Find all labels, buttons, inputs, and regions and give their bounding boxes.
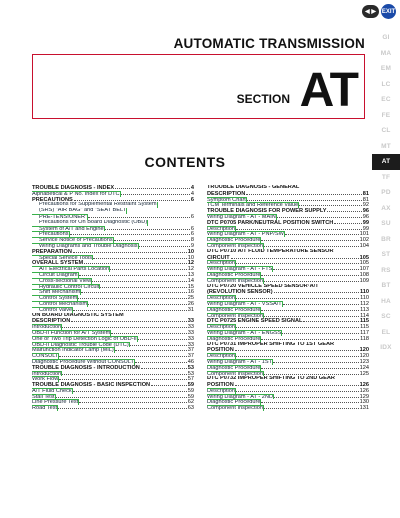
toc-entry-title: CIRCUIT — [207, 254, 230, 261]
dot-leader — [111, 330, 187, 334]
toc-page-number: 131 — [359, 405, 369, 412]
toc-entry-title: Diagnostic Procedure — [207, 335, 261, 342]
section-tab-ax[interactable]: AX — [381, 204, 391, 212]
dot-leader — [327, 208, 361, 212]
toc-entry-title: Control System — [32, 296, 77, 301]
section-tab-bt[interactable]: BT — [381, 282, 391, 289]
toc-entry-title: DESCRIPTION — [207, 190, 246, 197]
toc-page-number: 113 — [360, 306, 369, 313]
toc-entry-title: DESCRIPTION — [32, 318, 71, 325]
toc-entry-title: TROUBLE DIAGNOSIS - INTRODUCTION — [32, 364, 140, 371]
toc-page-number: 10 — [187, 248, 194, 255]
toc-page-number: 96 — [362, 213, 369, 220]
toc-entry-title: System of A/T and Engine — [32, 227, 104, 232]
toc-entry-title: Wiring Diagrams and Trouble Diagnosis — [32, 244, 138, 249]
toc-page-number: 10 — [187, 254, 194, 261]
dot-leader — [261, 272, 358, 276]
dot-leader — [114, 237, 190, 241]
toc-entry-title: Special Service Tools — [32, 256, 92, 261]
section-tab-ha[interactable]: HA — [381, 297, 391, 305]
toc-entry-title: Service Notice or Precautions — [32, 238, 113, 243]
dot-leader — [261, 365, 358, 369]
toc-page-number: 33 — [187, 318, 194, 325]
dot-leader — [235, 347, 359, 351]
toc-entry-title: Introduction — [32, 324, 62, 330]
toc-link[interactable] — [207, 405, 369, 411]
section-tab-su[interactable]: SU — [381, 220, 391, 227]
manual-title: AUTOMATIC TRANSMISSION — [173, 36, 365, 51]
toc-entry-title: Hydraulic Control Circuit — [32, 285, 99, 290]
dot-leader — [282, 330, 359, 334]
toc-entry-title: DTC P0731 IMPROPER SHIFTING TO 1ST GEAR — [207, 341, 335, 347]
toc-page-number: 16 — [187, 289, 194, 296]
toc-entry-title: Wiring Diagram - AT - PNP/SW — [207, 231, 284, 238]
section-word: SECTION — [236, 92, 290, 106]
toc-entry-title: A/T Fluid Check — [32, 387, 72, 394]
toc-page-number: 26 — [187, 300, 194, 307]
dot-leader — [59, 353, 186, 357]
section-tab-rs[interactable]: RS — [381, 266, 391, 274]
dot-leader — [70, 231, 190, 235]
dot-leader — [236, 295, 359, 299]
dot-leader — [84, 260, 187, 264]
toc-entry-title: PREPARATION — [32, 248, 72, 255]
toc-page-number: 96 — [362, 208, 369, 214]
toc-page-number: 120 — [359, 353, 369, 359]
dot-leader — [78, 295, 187, 299]
dot-leader — [299, 202, 362, 206]
dot-leader — [62, 324, 187, 328]
toc-left-column — [32, 185, 194, 411]
toc-entry-title: Component Inspection — [207, 370, 263, 377]
toc-page-number: 123 — [359, 358, 369, 365]
toc-page-number: 53 — [187, 370, 194, 377]
toc-page-number: 99 — [362, 219, 369, 226]
toc-entry-title: Introduction — [32, 370, 62, 377]
toc-page-number: 63 — [187, 405, 194, 412]
toc-page-number: 6 — [190, 225, 194, 232]
dot-leader — [264, 313, 359, 317]
toc-entry-title: Malfunction Indicator Lamp (MIL) — [32, 347, 114, 354]
toc-entry-title: Component Inspection — [207, 312, 263, 319]
dot-leader — [273, 359, 359, 363]
dot-leader — [151, 382, 187, 386]
toc-entry-title: Wiring Diagram - AT - VSSA/T — [207, 300, 282, 307]
toc-entry-title: Control Mechanism — [32, 302, 87, 307]
dot-leader — [71, 318, 187, 322]
toc-entry-title: Wiring Diagram - AT - FTS — [207, 266, 273, 272]
dot-leader — [261, 336, 359, 340]
section-tab-fe[interactable]: FE — [381, 111, 391, 119]
dot-leader — [236, 388, 359, 392]
toc-link[interactable] — [32, 405, 194, 411]
section-tab-idx[interactable]: IDX — [380, 344, 392, 351]
toc-page-number: 31 — [187, 306, 194, 313]
toc-page-number: 109 — [359, 277, 369, 284]
dot-leader — [264, 278, 359, 282]
dot-leader — [115, 185, 190, 189]
dot-leader — [334, 220, 361, 224]
toc-page-number: 62 — [187, 399, 194, 406]
toc-page-number: 6 — [190, 231, 194, 238]
toc-page-number: 9 — [190, 242, 194, 249]
toc-page-number: 118 — [360, 335, 369, 342]
toc-entry-title: Description — [207, 353, 235, 359]
toc-page-number: 117 — [360, 329, 369, 336]
contents-heading: CONTENTS — [144, 154, 226, 170]
dot-leader — [62, 371, 187, 375]
toc-entry-title: Description — [207, 387, 235, 394]
toc-entry-title: Shift Mechanism — [32, 290, 80, 295]
dot-leader — [115, 347, 187, 351]
toc-page-number: 105 — [359, 254, 369, 261]
dot-leader — [81, 289, 186, 293]
toc-entry-title: TROUBLE DIAGNOSIS - BASIC INSPECTION — [32, 382, 151, 388]
section-tab-lc[interactable]: LC — [381, 80, 391, 88]
prev-next-button[interactable]: ◀ ▶ — [362, 5, 379, 18]
dot-leader — [261, 399, 358, 403]
toc-entry-title: (SRS) "AIR BAG" and "SEAT BELT — [32, 208, 126, 214]
dot-leader — [141, 365, 187, 369]
toc-entry-title: TROUBLE DIAGNOSIS FOR POWER SUPPLY — [207, 208, 327, 214]
toc-entry-title: DTC P0732 IMPROPER SHIFTING TO 2ND GEAR — [207, 376, 335, 382]
section-tab-em[interactable]: EM — [380, 65, 392, 72]
toc-page-number: 37 — [187, 353, 194, 359]
dot-leader — [121, 191, 190, 195]
toc-page-number: 57 — [187, 376, 194, 383]
toc-entry-title: DTC P0705 PARK/NEUTRAL POSITION SWITCH — [207, 219, 334, 226]
dot-leader — [264, 405, 359, 409]
toc-page-number: 59 — [187, 387, 194, 394]
toc-page-number: 125 — [359, 370, 369, 377]
toc-entry-title: Precautions for Supplemental Restraint System — [32, 202, 157, 208]
toc-page-number: 6 — [190, 213, 194, 220]
toc-page-number: 104 — [359, 242, 369, 249]
toc-entry-title: Diagnostic Procedure Without CONSULT — [32, 358, 134, 365]
toc-entry-title: Component Inspection — [207, 405, 263, 412]
toc-entry-title: One or Two Trip Detection Logic of OBD-II — [32, 335, 137, 342]
toc-page-number: 12 — [187, 260, 194, 267]
dot-leader — [247, 197, 362, 201]
toc-page-number: 37 — [187, 347, 194, 354]
section-tab-at[interactable]: AT — [372, 154, 400, 170]
dot-leader — [236, 226, 362, 230]
toc-entry-title: ON BOARD DIAGNOSTIC SYSTEM — [32, 312, 124, 318]
toc-entry-title: Wiring Diagram - AT - MAIN — [207, 213, 276, 220]
toc-entry-title: Wiring Diagram - AT - 2ND — [207, 393, 273, 400]
toc-page-number: 99 — [362, 225, 369, 232]
toc-entry-title: OVERALL SYSTEM — [32, 260, 84, 267]
dot-leader — [235, 382, 359, 386]
toc-entry-title: Component Inspection — [207, 242, 263, 249]
section-tab-br[interactable]: BR — [381, 235, 391, 243]
dot-leader — [231, 255, 359, 259]
toc-page-number: 124 — [359, 364, 369, 371]
toc-entry-title: Circuit Diagram — [32, 273, 78, 278]
dot-leader — [59, 376, 186, 380]
dot-leader — [261, 307, 359, 311]
toc-page-number: 6 — [190, 196, 194, 203]
dot-leader — [79, 399, 187, 403]
toc-entry-title: OBD-II Function for A/T System — [32, 329, 111, 336]
section-tab-tf[interactable]: TF — [381, 173, 391, 181]
dot-leader — [277, 214, 362, 218]
section-tab-cl[interactable]: CL — [381, 127, 391, 134]
toc-entry-title: DTC P0720 VEHICLE SPEED SENSOR·A/T — [207, 283, 319, 289]
toc-entry-title: POSITION — [207, 382, 234, 388]
dot-leader — [88, 214, 190, 218]
toc-entry-title: Alphabetical & P No. Index for DTC — [32, 190, 120, 197]
dot-leader — [130, 342, 187, 346]
toc-page-number: 110 — [360, 295, 369, 301]
section-tab-ma[interactable]: MA — [380, 49, 392, 57]
toc-entry-title: DTC P0725 ENGINE SPEED SIGNAL — [207, 318, 303, 325]
toc-entry-title: A/T Electrical Parts Location — [32, 267, 109, 272]
section-index-rail — [372, 30, 400, 356]
dot-leader — [236, 260, 359, 264]
dot-leader — [56, 394, 187, 398]
toc-page-number: 92 — [362, 202, 369, 209]
dot-leader — [273, 266, 358, 270]
toc-entry-title: Precautions for On Board Diagnostic (OBD) — [32, 220, 147, 226]
toc-page-number: 46 — [187, 358, 194, 365]
section-tab-el[interactable]: EL — [381, 328, 391, 336]
section-code: AT — [299, 64, 358, 117]
dot-leader — [236, 324, 359, 328]
toc-entry-title: Stall Test — [32, 393, 55, 400]
dot-leader — [92, 278, 187, 282]
toc-page-number: 115 — [359, 318, 369, 325]
toc-page-number: 33 — [187, 335, 194, 342]
toc-page-number: 81 — [362, 190, 369, 197]
toc-page-number: 4 — [190, 185, 194, 191]
dot-leader — [88, 301, 187, 305]
section-tab-sc[interactable]: SC — [381, 313, 391, 320]
toc-entry-title: Wiring Diagram - AT - ENGSS — [207, 329, 282, 336]
toc-entry-title: TROUBLE DIAGNOSIS - INDEX — [32, 185, 115, 191]
toc-entry-title: Line Pressure Test — [32, 399, 79, 406]
dot-leader — [93, 255, 187, 259]
toc-page-number: 15 — [187, 283, 194, 290]
section-tab-st[interactable]: ST — [381, 251, 391, 258]
dot-leader — [100, 284, 186, 288]
toc-page-number: 115 — [360, 324, 369, 330]
toc-entry-title: Precautions — [32, 232, 69, 237]
dot-leader — [139, 243, 190, 247]
dot-leader — [138, 336, 187, 340]
toc-entry-title: Diagnostic Procedure — [207, 306, 261, 313]
toc-page-number: 59 — [187, 393, 194, 400]
toc-entry-title: Control Valve — [32, 308, 72, 313]
dot-leader — [105, 226, 190, 230]
dot-leader — [274, 289, 359, 293]
toc-entry-title: PRE-TENSIONER" — [32, 215, 87, 220]
toc-page-number: 126 — [359, 387, 369, 394]
dot-leader — [110, 266, 187, 270]
dot-leader — [73, 307, 187, 311]
dot-leader — [264, 243, 359, 247]
toc-page-number: 129 — [359, 393, 369, 400]
toc-entry-title: TCM Terminals and Reference Value — [207, 202, 299, 209]
dot-leader — [303, 318, 359, 322]
dot-leader — [58, 405, 187, 409]
toc-page-number: 14 — [187, 277, 194, 284]
toc-entry-title: CONSULT — [32, 353, 59, 359]
toc-entry-title: Description — [207, 324, 235, 330]
section-box — [32, 54, 365, 119]
toc-right-column — [207, 185, 369, 411]
toc-entry-title: Symptom Chart — [207, 196, 246, 203]
dot-leader — [264, 371, 359, 375]
toc-entry-title: Road Test — [32, 405, 58, 412]
toc-page-number: 102 — [359, 237, 369, 243]
toc-entry-title: DTC P0710 A/T FLUID TEMPERATURE SENSOR — [207, 248, 334, 254]
section-tab-mt[interactable]: MT — [381, 142, 391, 150]
dot-leader — [79, 272, 187, 276]
dot-leader — [285, 231, 359, 235]
toc-entry-title: OBD-II Diagnostic Trouble Code (DTC) — [32, 341, 129, 348]
toc-entry-title: Description — [207, 295, 235, 301]
toc-page-number: 8 — [190, 237, 194, 243]
toc-entry-title: TROUBLE DIAGNOSIS - GENERAL — [207, 185, 300, 190]
dot-leader — [246, 191, 362, 195]
toc-page-number: 4 — [190, 190, 194, 197]
toc-entry-title: Component Inspection — [207, 277, 263, 284]
toc-page-number: 112 — [360, 300, 369, 307]
dot-leader — [73, 249, 187, 253]
toc-entry-title: Diagnostic Procedure — [207, 237, 261, 243]
toc-entry-title: Diagnostic Procedure — [207, 399, 261, 406]
toc-entry-title: Diagnostic Procedure — [207, 271, 261, 278]
dot-leader — [236, 353, 359, 357]
section-tab-ec[interactable]: EC — [381, 96, 391, 103]
exit-button[interactable]: EXIT — [381, 4, 396, 19]
toc-page-number: 53 — [187, 364, 194, 371]
page-navigation — [362, 5, 396, 19]
toc-entry-title: POSITION — [207, 347, 234, 354]
toc-page-number: 108 — [359, 271, 369, 278]
dot-leader — [274, 394, 359, 398]
toc-entry-title: Work Flow — [32, 376, 59, 383]
toc-entry-title: Cross-sectional View — [32, 279, 91, 284]
toc-page-number: 13 — [187, 271, 194, 278]
section-tab-pd[interactable]: PD — [381, 189, 391, 196]
dot-leader — [73, 388, 187, 392]
dot-leader — [261, 237, 358, 241]
toc-entry-title: Description — [207, 225, 235, 232]
toc-page-number: 33 — [187, 324, 194, 330]
toc-page-number: 25 — [187, 295, 194, 301]
dot-leader — [283, 301, 359, 305]
toc-page-number: 33 — [187, 329, 194, 336]
toc-page-number: 105 — [359, 260, 369, 267]
toc-entry-title: PRECAUTIONS — [32, 196, 73, 203]
toc-page-number: 12 — [187, 266, 194, 272]
toc-entry-title: Diagnostic Procedure — [207, 364, 261, 371]
section-tab-gi[interactable]: GI — [382, 34, 390, 41]
toc-page-number: 33 — [187, 341, 194, 348]
toc-entry-title: (REVOLUTION SENSOR) — [207, 289, 273, 296]
toc-page-number: 110 — [359, 289, 369, 296]
toc-page-number: 126 — [359, 382, 369, 388]
toc-page-number: 114 — [360, 312, 369, 319]
dot-leader — [74, 197, 190, 201]
toc-page-number: 59 — [187, 382, 194, 388]
toc-page-number: 81 — [362, 196, 369, 203]
toc-entry-title: Description — [207, 260, 235, 267]
dot-leader — [135, 359, 187, 363]
toc-page-number: 101 — [359, 231, 369, 238]
toc-page-number: 120 — [359, 347, 369, 354]
toc-page-number: 107 — [359, 266, 369, 272]
toc-page-number: 130 — [359, 399, 369, 406]
toc-entry-title: Wiring Diagram - AT - 1ST — [207, 358, 273, 365]
